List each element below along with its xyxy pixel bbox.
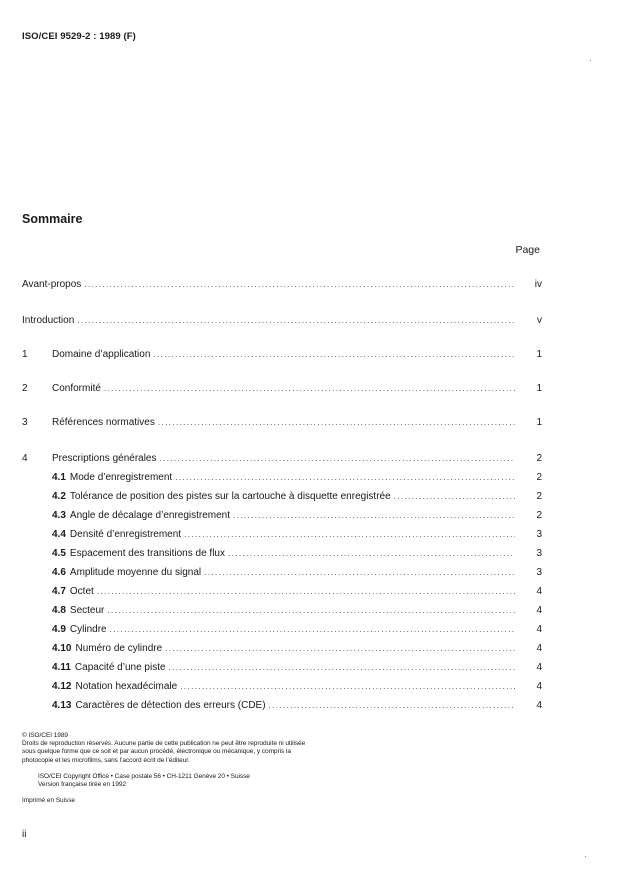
dot-leader xyxy=(169,661,515,675)
toc-entry xyxy=(22,528,542,542)
toc-entry xyxy=(22,509,542,523)
toc-entry-number: 4.10 xyxy=(52,643,72,654)
toc-entry-page: 4 xyxy=(536,643,542,654)
copyright-rights-line: sous quelque forme que ce soit et par aucun procédé, électronique ou mécanique, y compris la xyxy=(22,748,291,756)
toc-entry-label: Espacement des transitions de flux xyxy=(69,548,225,559)
copyright-rights-line: photocopie et les microfilms, sans l’accord écrit de l’éditeur. xyxy=(22,756,190,764)
toc-entry-page: 4 xyxy=(536,662,542,673)
dot-leader xyxy=(153,348,515,362)
toc-entry-page: 4 xyxy=(536,605,542,616)
dot-leader xyxy=(394,490,515,504)
toc-entry-page: 1 xyxy=(536,417,542,428)
toc-entry xyxy=(22,416,542,430)
copyright-line: © ISO/CEI 1989 xyxy=(22,732,68,739)
toc-entry-number: 1 xyxy=(22,349,28,360)
dot-leader xyxy=(184,528,515,542)
page-title: Sommaire xyxy=(22,212,83,226)
toc-entry-page: 3 xyxy=(536,567,542,578)
toc-entry-page: v xyxy=(537,315,542,326)
toc-entry-number: 4.9 xyxy=(52,624,66,635)
dot-leader xyxy=(97,585,515,599)
toc-entry xyxy=(22,661,542,675)
toc-entry-label: Cylindre xyxy=(69,624,107,635)
toc-entry-page: 3 xyxy=(536,529,542,540)
toc-entry-number: 4.4 xyxy=(52,529,66,540)
dot-leader xyxy=(84,278,515,292)
toc-entry-page: 2 xyxy=(536,453,542,464)
toc-entry-label: Références normatives xyxy=(52,417,155,428)
toc-entry-label: Caractères de détection des erreurs (CDE) xyxy=(75,700,266,711)
toc-entry-label: Densité d’enregistrement xyxy=(69,529,182,540)
toc-entry xyxy=(22,699,542,713)
toc-entry-number: 4.5 xyxy=(52,548,66,559)
page-number: ii xyxy=(22,829,27,840)
dot-leader xyxy=(175,471,515,485)
toc-entry-page: 4 xyxy=(536,586,542,597)
toc-entry-number: 4.6 xyxy=(52,567,66,578)
toc-entry-number: 4.11 xyxy=(52,662,71,673)
toc-entry-number: 2 xyxy=(22,383,28,394)
toc-entry-label: Prescriptions générales xyxy=(52,453,157,464)
toc-entry-page: 4 xyxy=(536,624,542,635)
toc-entry xyxy=(22,547,542,561)
toc-entry-number: 4.2 xyxy=(52,491,66,502)
toc-entry-number: 4.12 xyxy=(52,681,72,692)
toc-entry-page: 4 xyxy=(536,681,542,692)
printed-in: Imprimé en Suisse xyxy=(22,797,75,805)
toc-entry-page: 2 xyxy=(536,510,542,521)
toc-entry xyxy=(22,452,542,466)
dot-leader xyxy=(180,680,515,694)
toc-entry xyxy=(22,642,542,656)
dot-leader xyxy=(269,699,515,713)
dot-leader xyxy=(107,604,515,618)
toc-entry-number: 4 xyxy=(22,453,28,464)
dot-leader xyxy=(104,382,515,396)
dot-leader xyxy=(110,623,515,637)
version-note: Version française tirée en 1992 xyxy=(38,781,127,789)
toc-entry xyxy=(22,585,542,599)
toc-entry-number: 4.3 xyxy=(52,510,66,521)
toc-entry xyxy=(22,566,542,580)
toc-entry xyxy=(22,348,542,362)
toc-entry-number: 4.13 xyxy=(52,700,72,711)
toc-entry-label: Secteur xyxy=(69,605,105,616)
toc-entry xyxy=(22,680,542,694)
copyright-notice xyxy=(22,732,542,805)
toc-entry-label: Conformité xyxy=(52,383,101,394)
toc-entry-label: Domaine d’application xyxy=(52,349,151,360)
toc-entry-label: Notation hexadécimale xyxy=(75,681,178,692)
toc-entry-page: 2 xyxy=(536,491,542,502)
dot-leader xyxy=(233,509,515,523)
toc-entry xyxy=(22,382,542,396)
toc-entry xyxy=(22,278,542,292)
toc-entry-label: Octet xyxy=(69,586,94,597)
toc-entry-label: Mode d’enregistrement xyxy=(69,472,173,483)
scan-speck xyxy=(590,60,591,61)
copyright-office: ISO/CEI Copyright Office • Case postale 56 • CH-1211 Genève 20 • Suisse xyxy=(38,772,250,780)
dot-leader xyxy=(165,642,515,656)
toc-entry-label: Numéro de cylindre xyxy=(75,643,163,654)
dot-leader xyxy=(204,566,515,580)
copyright-rights-line: Droits de reproduction réservés. Aucune partie de cette publication ne peut être reproduite ni utilisée xyxy=(22,740,306,748)
toc-entry-page: 1 xyxy=(536,349,542,360)
dot-leader xyxy=(77,314,515,328)
toc-entry-page: iv xyxy=(534,279,542,290)
toc-entry xyxy=(22,314,542,328)
toc-entry-label: Capacité d’une piste xyxy=(74,662,166,673)
scan-speck xyxy=(585,856,586,857)
toc-entry xyxy=(22,490,542,504)
toc-entry-label: Amplitude moyenne du signal xyxy=(69,567,202,578)
toc-entry-page: 4 xyxy=(536,700,542,711)
dot-leader xyxy=(160,452,516,466)
toc-entry xyxy=(22,623,542,637)
toc-entry-number: 3 xyxy=(22,417,28,428)
toc-entry-number: 4.8 xyxy=(52,605,66,616)
toc-entry-label: Angle de décalage d’enregistrement xyxy=(69,510,231,521)
toc-entry xyxy=(22,471,542,485)
dot-leader xyxy=(228,547,515,561)
toc-entry-label: Tolérance de position des pistes sur la cartouche à disquette enregistrée xyxy=(69,491,391,502)
toc-entry-number: 4.7 xyxy=(52,586,66,597)
page-column-label: Page xyxy=(515,244,540,256)
toc-entry-page: 1 xyxy=(536,383,542,394)
dot-leader xyxy=(158,416,515,430)
toc-entry-page: 3 xyxy=(536,548,542,559)
toc-entry xyxy=(22,604,542,618)
toc-entry-label: Introduction xyxy=(22,315,75,326)
toc-entry-label: Avant-propos xyxy=(22,279,82,290)
toc-entry-page: 2 xyxy=(536,472,542,483)
toc-entry-number: 4.1 xyxy=(52,472,66,483)
document-id-header: ISO/CEI 9529-2 : 1989 (F) xyxy=(22,31,136,42)
